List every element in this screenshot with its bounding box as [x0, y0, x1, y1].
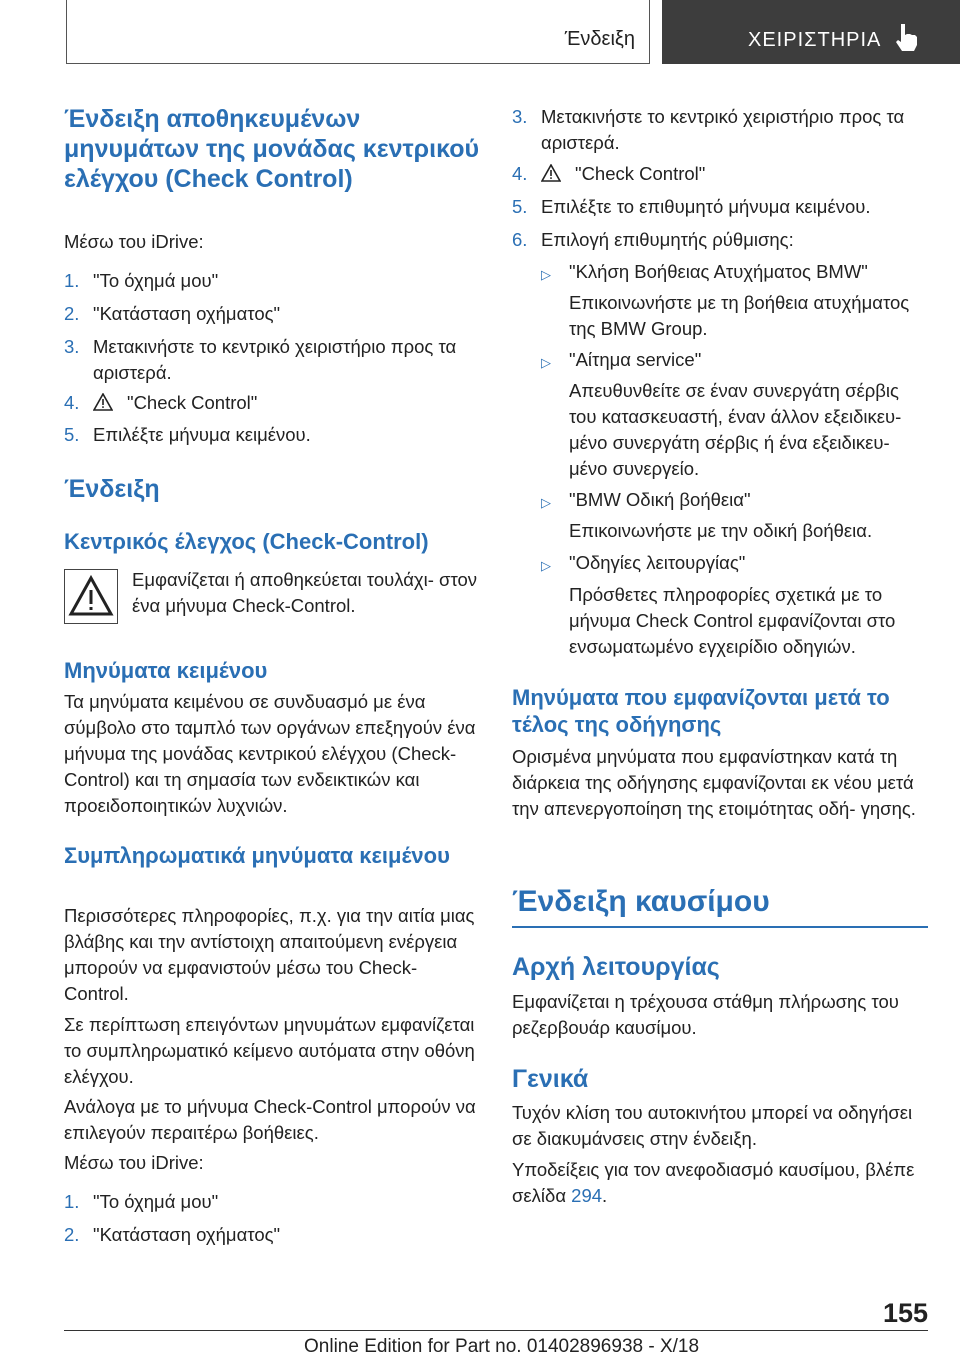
via-idrive-text: Μέσω του iDrive: — [64, 231, 204, 252]
heading-principle: Αρχή λειτουργίας — [512, 953, 720, 981]
general-paragraph-1: Τυχόν κλίση του αυτοκινήτου μπορεί να οδηγήσει σε διακυμάνσεις στην ένδειξη. — [512, 1102, 913, 1149]
principle-paragraph: Εμφανίζεται η τρέχουσα στάθμη πλήρωσης του ρεζερβουάρ καυσίμου. — [512, 991, 899, 1038]
footer-divider — [64, 1330, 928, 1331]
warning-triangle-icon — [93, 393, 113, 411]
heading-after-driving: Μηνύματα που εμφανίζονται μετά το τέλος της οδήγησης — [512, 685, 890, 737]
heading-check-control: Κεντρικός έλεγχος (Check-Control) — [64, 529, 429, 554]
warning-symbol-box — [64, 569, 118, 624]
header-section-label: Ένδειξη — [564, 28, 635, 50]
hand-pointer-icon — [893, 22, 921, 52]
triangle-bullet-icon: ▷ — [541, 267, 551, 282]
text-messages-paragraph: Τα μηνύματα κειμένου σε συνδυασμό με ένα σύμβολο στο ταμπλό των οργάνων επεξηγούν ένα μήνυμα της μονάδας κεντρικού ελέγχου (Check-Control) και τη σημασία των ενδεικτικών και προειδοποιητικών λυχνιών. — [64, 691, 476, 816]
heading-stored-messages: Ένδειξη αποθηκευμένων μηνυμάτων της μονάδας κεντρικού ελέγχου (Check Control) — [64, 105, 480, 193]
via-idrive-text-2: Μέσω του iDrive: — [64, 1152, 204, 1173]
header-section-box — [66, 0, 650, 64]
general-paragraph-2: Υποδείξεις για τον ανεφοδιασμό καυσίμου, βλέπε σελίδα 294. — [512, 1159, 915, 1206]
fuel-heading-divider — [512, 926, 928, 928]
heading-display: Ένδειξη — [64, 475, 160, 503]
heading-general: Γενικά — [512, 1065, 589, 1093]
warning-triangle-icon — [65, 570, 117, 623]
supplementary-paragraph-3: Ανάλογα με το μήνυμα Check-Control μπορούν να επιλεγούν περαιτέρω βοήθειες. — [64, 1096, 476, 1143]
triangle-bullet-icon: ▷ — [541, 558, 551, 573]
header-chapter-label: ΧΕΙΡΙΣΤΗΡΙΑ — [748, 29, 882, 51]
page-number: 155 — [882, 1298, 928, 1328]
heading-supplementary-messages: Συμπληρωματικά μηνύματα κειμένου — [64, 843, 450, 868]
footer-edition-text: Online Edition for Part no. 01402896938 - X/18 — [304, 1336, 700, 1357]
supplementary-paragraph-2: Σε περίπτωση επειγόντων μηνυμάτων εμφανίζεται το συμπληρωματικό κείμενο αυτόματα στην οθόνη ελέγχου. — [64, 1014, 475, 1087]
check-control-text: Εμφανίζεται ή αποθηκεύεται τουλάχι- στον ένα μήνυμα Check-Control. — [132, 569, 478, 616]
header-chapter-box — [662, 0, 960, 64]
page-reference-link[interactable]: 294 — [571, 1185, 603, 1206]
heading-fuel-gauge: Ένδειξη καυσίμου — [512, 885, 770, 918]
triangle-bullet-icon: ▷ — [541, 495, 551, 510]
supplementary-paragraph-1: Περισσότερες πληροφορίες, π.χ. για την αιτία μιας βλάβης και την αντίστοιχη απαιτούμενη ενέργεια μπορούν να εμφανιστούν μέσω του Check-Control. — [64, 905, 475, 1004]
warning-triangle-icon — [541, 164, 561, 182]
heading-text-messages: Μηνύματα κειμένου — [64, 658, 268, 683]
triangle-bullet-icon: ▷ — [541, 355, 551, 370]
after-driving-paragraph: Ορισμένα μηνύματα που εμφανίστηκαν κατά τη διάρκεια της οδήγησης εμφανίζονται εκ νέου μετά την απενεργοποίηση της ετοιμότητας οδή- γησης. — [512, 746, 916, 819]
